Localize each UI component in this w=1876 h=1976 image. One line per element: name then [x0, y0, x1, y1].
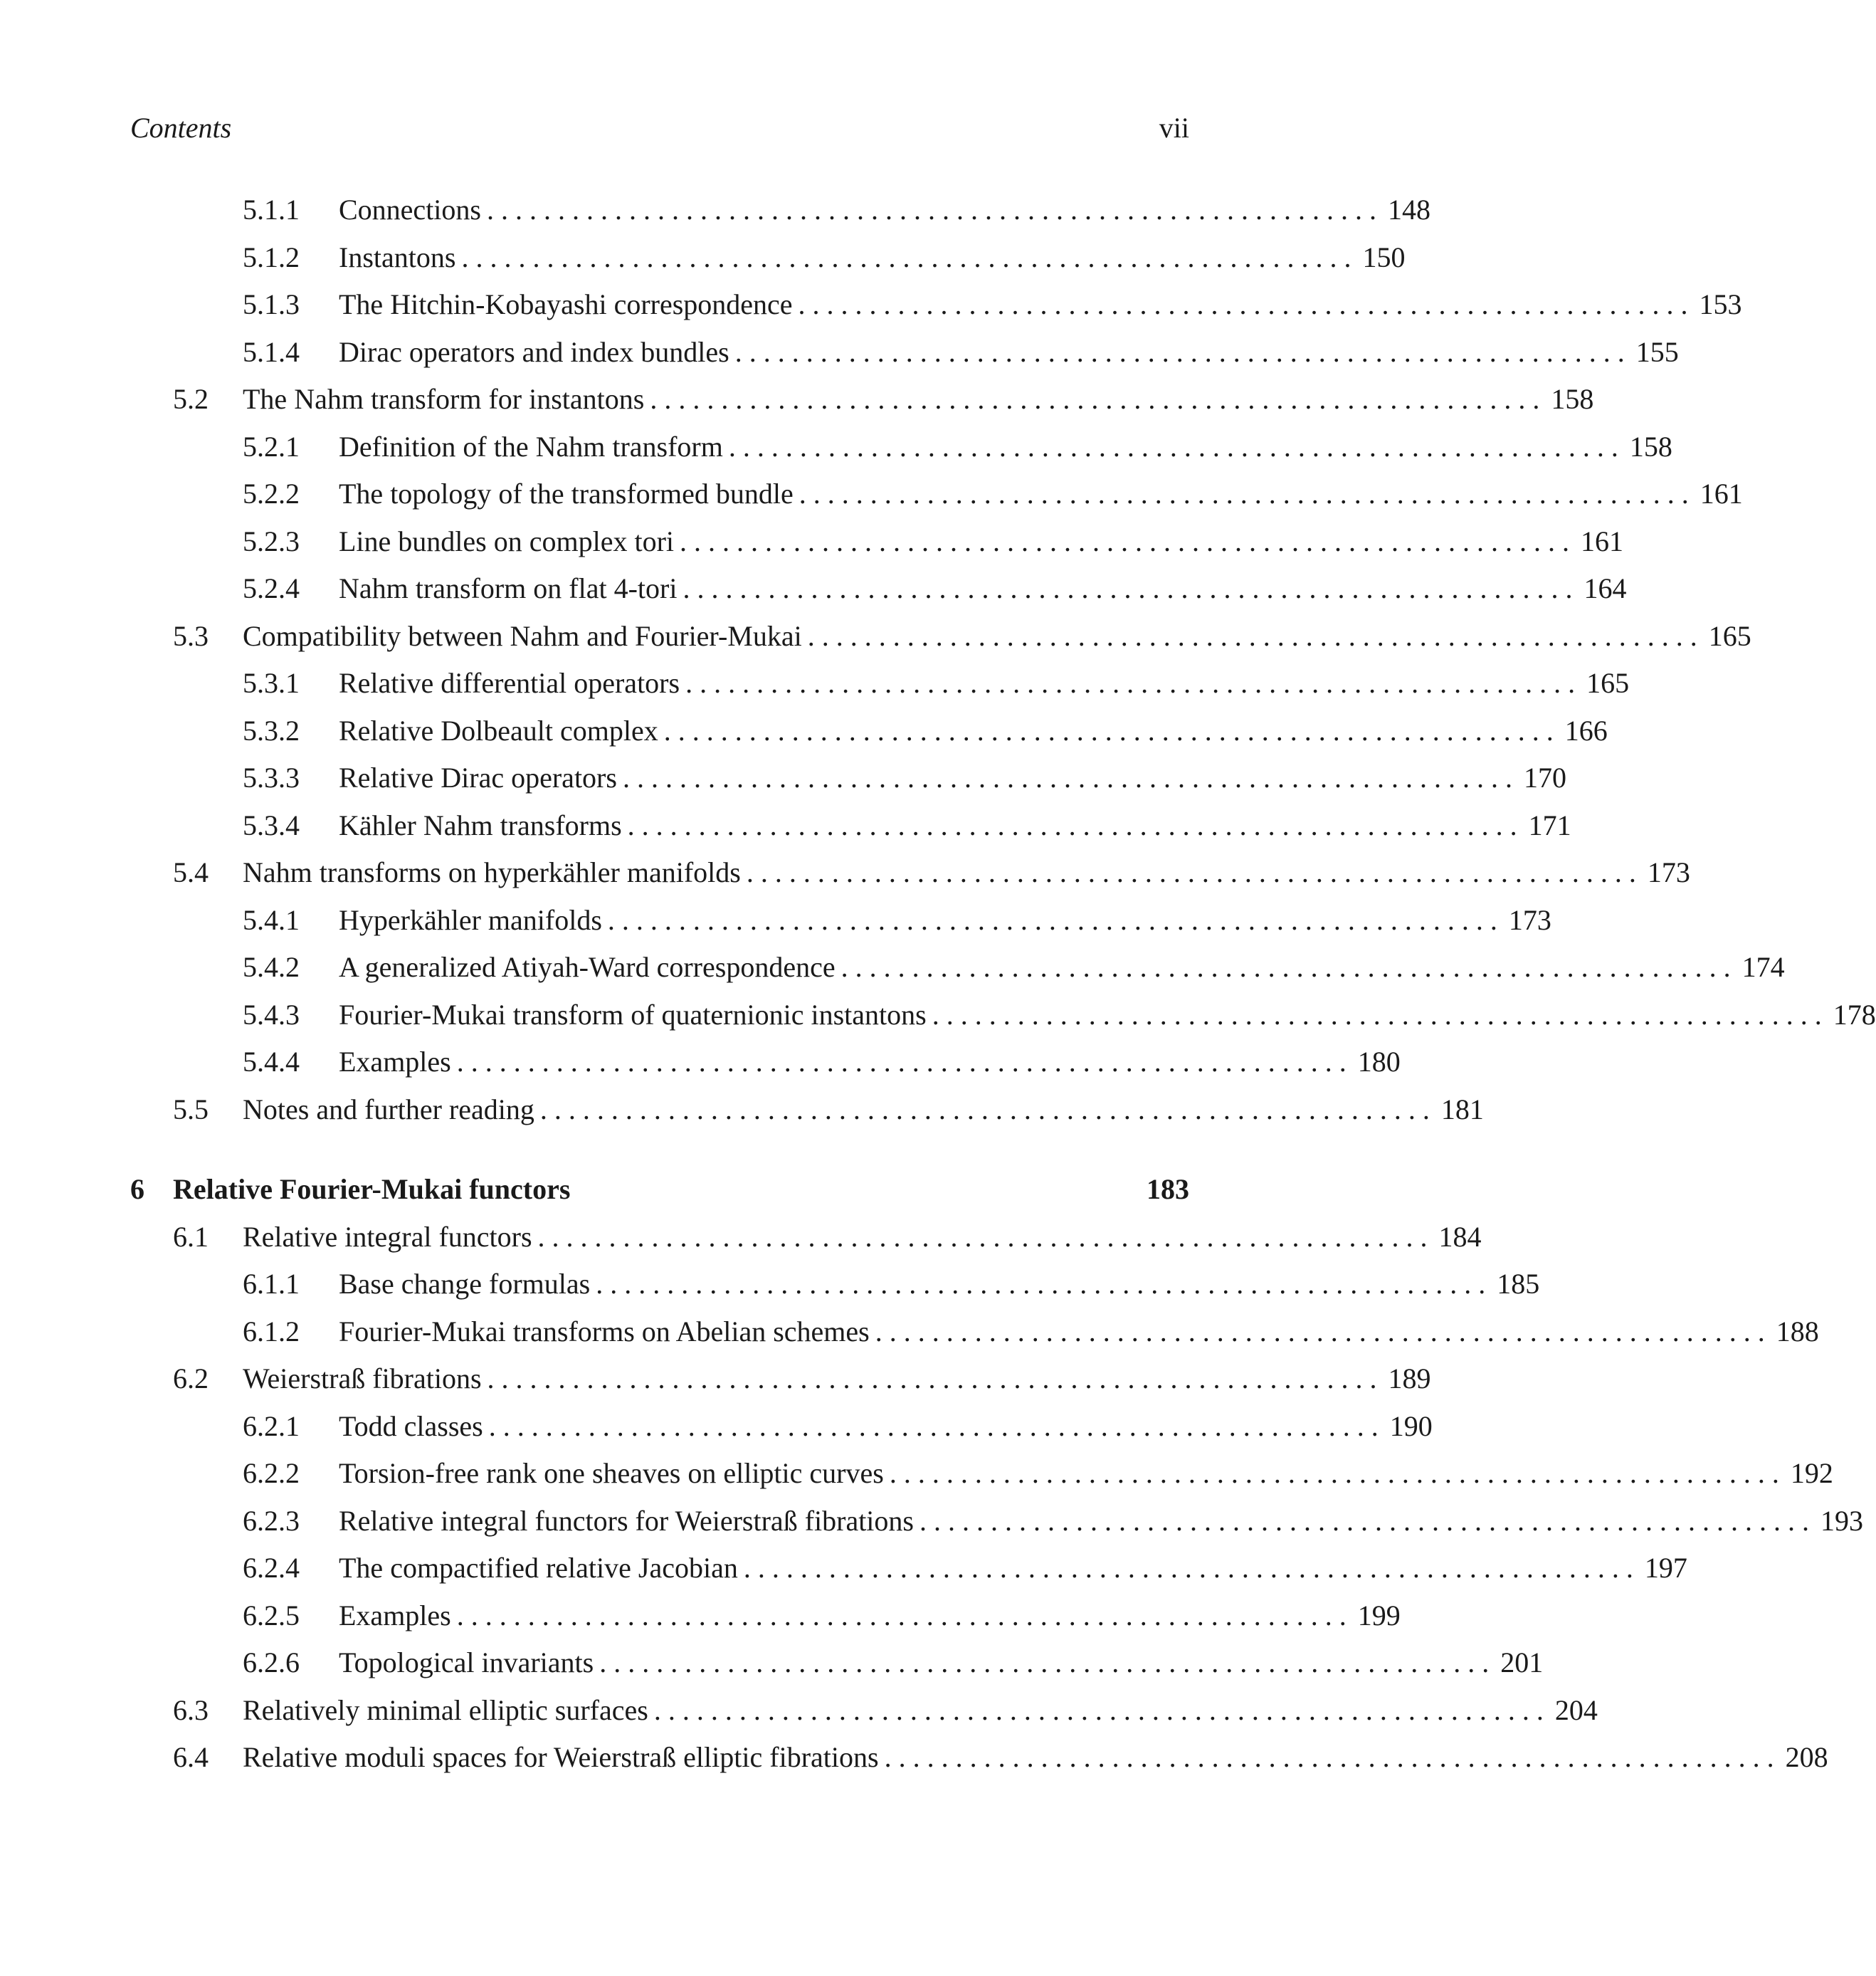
toc-subsection-row [0, 473, 1743, 515]
toc-entry-page: 173 [1508, 903, 1551, 936]
toc-entry-page: 165 [1708, 619, 1751, 652]
toc-entry [339, 1641, 1544, 1684]
toc-entry-number: 5.3.1 [243, 667, 300, 699]
toc-entry-page: 173 [1647, 856, 1690, 888]
toc-entry-title: Nahm transforms on hyperkähler manifolds [243, 856, 741, 888]
toc-entry [339, 1452, 1833, 1495]
toc-entry [339, 1041, 1401, 1083]
toc-entry-page: 174 [1741, 951, 1785, 983]
toc-entry-number: 5.3.3 [243, 762, 300, 794]
toc-entry [339, 520, 1624, 563]
toc-entry-title: Dirac operators and index bundles [339, 335, 729, 368]
toc-subsection-row [0, 1041, 1401, 1083]
running-header-title: Contents [130, 112, 232, 144]
toc-section-row [0, 851, 1690, 894]
toc-subsection-row [0, 757, 1566, 799]
toc-subsection-row [0, 1641, 1544, 1684]
toc-subsection-row [0, 236, 1406, 279]
toc-entry-number: 5.3.4 [243, 809, 300, 841]
toc-entry [339, 426, 1672, 468]
toc-entry-page: 161 [1700, 478, 1743, 510]
toc-entry-page: 183 [1147, 1173, 1189, 1205]
toc-entry-title: The topology of the transformed bundle [339, 478, 794, 510]
toc-entry-title: Connections [339, 194, 481, 226]
toc-entry-page: 181 [1440, 1093, 1484, 1125]
toc-entry-title: Relative integral functors for Weierstraß fibrations [339, 1504, 914, 1537]
toc-entry [243, 615, 1751, 658]
toc-entry-page: 166 [1564, 714, 1608, 747]
toc-dot-leader: . . . . . . . . . . . . . . . . . . . . . . . . . . . . . . . . . . . . . . . . . . . . . . . . . . . . . . . . . . . . . . . [487, 1362, 1377, 1394]
toc-entry-number: 6.2.1 [243, 1409, 300, 1442]
toc-subsection-row [0, 662, 1630, 705]
toc-entry-title: Relative differential operators [339, 667, 680, 699]
toc-subsection-row [0, 1263, 1540, 1305]
toc-entry-title: Notes and further reading [243, 1093, 534, 1125]
toc-dot-leader: . . . . . . . . . . . . . . . . . . . . . . . . . . . . . . . . . . . . . . . . . . . . . . . . . . . . . . . . . . . . . . . [537, 1220, 1428, 1253]
toc-entry-page: 190 [1389, 1409, 1433, 1442]
toc-entry-number: 6.1.1 [243, 1268, 300, 1300]
toc-dot-leader: . . . . . . . . . . . . . . . . . . . . . . . . . . . . . . . . . . . . . . . . . . . . . . . . . . . . . . . . . . . . . . . [683, 572, 1573, 604]
toc-subsection-row [0, 899, 1551, 942]
toc-subsection-row [0, 1452, 1833, 1495]
toc-entry-title: Examples [339, 1599, 451, 1631]
toc-subsection-row [0, 283, 1742, 326]
toc-entry [339, 710, 1608, 752]
toc-entry-page: 150 [1362, 241, 1406, 273]
toc-dot-leader: . . . . . . . . . . . . . . . . . . . . . . . . . . . . . . . . . . . . . . . . . . . . . . . . . . . . . . . . . . . . . . . [840, 951, 1731, 983]
toc-entry-number: 6.2.3 [243, 1504, 300, 1537]
toc-entry [339, 1594, 1401, 1637]
toc-entry [243, 1689, 1598, 1732]
toc-entry-title: Torsion-free rank one sheaves on elliptic curves [339, 1457, 884, 1489]
toc-entry [339, 1500, 1863, 1543]
toc-entry-title: Relative Dolbeault complex [339, 714, 658, 747]
toc-dot-leader: . . . . . . . . . . . . . . . . . . . . . . . . . . . . . . . . . . . . . . . . . . . . . . . . . . . . . . . . . . . . . . . [798, 288, 1688, 320]
toc-entry-title: Fourier-Mukai transform of quaternionic instantons [339, 998, 927, 1031]
toc-entry-number: 5.2.3 [243, 525, 300, 557]
toc-dot-leader: . . . . . . . . . . . . . . . . . . . . . . . . . . . . . . . . . . . . . . . . . . . . . . . . . . . . . . . . . . . . . . . [622, 762, 1512, 794]
toc-entry-title: Fourier-Mukai transforms on Abelian schemes [339, 1315, 870, 1347]
toc-dot-leader: . . . . . . . . . . . . . . . . . . . . . . . . . . . . . . . . . . . . . . . . . . . . . . . . . . . . . . . . . . . . . . . [599, 1646, 1490, 1678]
toc-entry-page: 180 [1357, 1046, 1401, 1078]
toc-entry [339, 473, 1743, 515]
toc-entry-title: Hyperkähler manifolds [339, 903, 602, 936]
toc-entry [243, 1357, 1431, 1400]
toc-entry-number: 6.1.2 [243, 1315, 300, 1347]
toc-entry [339, 236, 1406, 279]
toc-entry-number: 5.2.4 [243, 572, 300, 604]
toc-entry-title: Relative Fourier-Mukai functors [173, 1173, 571, 1205]
toc-entry-title: Topological invariants [339, 1646, 594, 1678]
toc-entry-title: The Hitchin-Kobayashi correspondence [339, 288, 793, 320]
toc-entry-number: 5.2 [173, 383, 209, 415]
toc-subsection-row [0, 520, 1624, 563]
toc-subsection-row [0, 189, 1430, 231]
toc-entry-page: 199 [1357, 1599, 1401, 1631]
toc-entry [339, 1547, 1687, 1589]
toc-subsection-row [0, 567, 1627, 610]
toc-entry-page: 185 [1497, 1268, 1540, 1300]
toc-entry-page: 170 [1523, 762, 1566, 794]
toc-subsection-row [0, 710, 1608, 752]
toc-entry-number: 5.1.3 [243, 288, 300, 320]
toc-entry-title: Line bundles on complex tori [339, 525, 675, 557]
toc-entry-page: 204 [1554, 1693, 1598, 1726]
toc-entry [339, 189, 1430, 231]
toc-entry-page: 164 [1583, 572, 1627, 604]
toc-entry-title: Relative moduli spaces for Weierstraß elliptic fibrations [243, 1741, 879, 1773]
toc-dot-leader: . . . . . . . . . . . . . . . . . . . . . . . . . . . . . . . . . . . . . . . . . . . . . . . . . . . . . . . . . . . . . . . [743, 1552, 1633, 1584]
toc-entry-title: Base change formulas [339, 1268, 591, 1300]
toc-subsection-row [0, 1594, 1401, 1637]
toc-dot-leader: . . . . . . . . . . . . . . . . . . . . . . . . . . . . . . . . . . . . . . . . . . . . . . . . . . . . . . . . . . . . . . . [650, 383, 1540, 415]
toc-entry-number: 5.4.2 [243, 951, 300, 983]
toc-entry-page: 158 [1551, 383, 1594, 415]
toc-entry-title: Kähler Nahm transforms [339, 809, 622, 841]
toc-entry [339, 331, 1679, 374]
toc-entry-number: 6 [130, 1173, 144, 1205]
toc-subsection-row [0, 994, 1876, 1036]
toc-entry-page: 178 [1833, 998, 1876, 1031]
toc-dot-leader: . . . . . . . . . . . . . . . . . . . . . . . . . . . . . . . . . . . . . . . . . . . . . . . . . . . . . . . . . . . . . . . [799, 478, 1689, 510]
toc-section-row [0, 378, 1594, 421]
toc-subsection-row [0, 1547, 1687, 1589]
toc-entry [243, 1216, 1482, 1258]
toc-dot-leader: . . . . . . . . . . . . . . . . . . . . . . . . . . . . . . . . . . . . . . . . . . . . . . . . . . . . . . . . . . . . . . . [539, 1093, 1430, 1125]
toc-entry-title: Instantons [339, 241, 456, 273]
toc-entry [339, 662, 1630, 705]
toc-dot-leader: . . . . . . . . . . . . . . . . . . . . . . . . . . . . . . . . . . . . . . . . . . . . . . . . . . . . . . . . . . . . . . . [663, 714, 1554, 747]
toc-entry-title: Examples [339, 1046, 451, 1078]
toc-entry-number: 5.4.4 [243, 1046, 300, 1078]
toc-entry [339, 994, 1876, 1036]
toc-dot-leader: . . . . . . . . . . . . . . . . . . . . . . . . . . . . . . . . . . . . . . . . . . . . . . . . . . . . . . . . . . . . . . . [486, 194, 1376, 226]
toc-dot-leader: . . . . . . . . . . . . . . . . . . . . . . . . . . . . . . . . . . . . . . . . . . . . . . . . . . . . . . . . . . . . . . . [488, 1409, 1379, 1442]
toc-subsection-row [0, 331, 1679, 374]
toc-section-row [0, 1216, 1482, 1258]
toc-dot-leader: . . . . . . . . . . . . . . . . . . . . . . . . . . . . . . . . . . . . . . . . . . . . . . . . . . . . . . . . . . . . . . . [734, 335, 1625, 368]
toc-dot-leader: . . . . . . . . . . . . . . . . . . . . . . . . . . . . . . . . . . . . . . . . . . . . . . . . . . . . . . . . . . . . . . . [456, 1046, 1347, 1078]
toc-entry-page: 201 [1500, 1646, 1544, 1678]
toc-section-row [0, 1088, 1484, 1131]
toc-entry [339, 1310, 1819, 1353]
toc-dot-leader: . . . . . . . . . . . . . . . . . . . . . . . . . . . . . . . . . . . . . . . . . . . . . . . . . . . . . . . . . . . . . . . [596, 1268, 1486, 1300]
toc-dot-leader: . . . . . . . . . . . . . . . . . . . . . . . . . . . . . . . . . . . . . . . . . . . . . . . . . . . . . . . . . . . . . . . [607, 903, 1497, 936]
toc-entry [243, 1088, 1484, 1131]
toc-section-row [0, 1736, 1828, 1779]
toc-entry-page: 193 [1820, 1504, 1863, 1537]
toc-entry-number: 6.2.4 [243, 1552, 300, 1584]
toc-dot-leader: . . . . . . . . . . . . . . . . . . . . . . . . . . . . . . . . . . . . . . . . . . . . . . . . . . . . . . . . . . . . . . . [680, 525, 1570, 557]
toc-entry-page: 197 [1644, 1552, 1687, 1584]
toc-dot-leader: . . . . . . . . . . . . . . . . . . . . . . . . . . . . . . . . . . . . . . . . . . . . . . . . . . . . . . . . . . . . . . . [889, 1457, 1779, 1489]
toc-entry-number: 5.5 [173, 1093, 209, 1125]
toc-dot-leader: . . . . . . . . . . . . . . . . . . . . . . . . . . . . . . . . . . . . . . . . . . . . . . . . . . . . . . . . . . . . . . . [685, 667, 1576, 699]
toc-entry [339, 1263, 1540, 1305]
toc-entry-page: 165 [1586, 667, 1630, 699]
toc-entry [339, 899, 1551, 942]
toc-section-row [0, 615, 1751, 658]
toc-entry-title: Weierstraß fibrations [243, 1362, 482, 1394]
toc-entry-number: 5.2.1 [243, 430, 300, 463]
toc-entry-number: 5.2.2 [243, 478, 300, 510]
toc-entry [339, 946, 1785, 989]
toc-entry [243, 851, 1690, 894]
toc-subsection-row [0, 1500, 1863, 1543]
toc-entry-page: 188 [1776, 1315, 1819, 1347]
toc-entry-page: 155 [1635, 335, 1679, 368]
toc-entry-number: 5.3 [173, 619, 209, 652]
toc-entry-number: 6.2 [173, 1362, 209, 1394]
toc-entry-page: 171 [1528, 809, 1571, 841]
toc-entry-number: 5.1.4 [243, 335, 300, 368]
toc-dot-leader: . . . . . . . . . . . . . . . . . . . . . . . . . . . . . . . . . . . . . . . . . . . . . . . . . . . . . . . . . . . . . . . [875, 1315, 1765, 1347]
toc-entry [339, 567, 1627, 610]
toc-entry-number: 6.2.6 [243, 1646, 300, 1678]
toc-subsection-row [0, 1310, 1819, 1353]
running-header-page-number: vii [1159, 112, 1189, 144]
toc-subsection-row [0, 1405, 1433, 1448]
toc-entry-number: 5.1.2 [243, 241, 300, 273]
toc-subsection-row [0, 426, 1672, 468]
toc-dot-leader: . . . . . . . . . . . . . . . . . . . . . . . . . . . . . . . . . . . . . . . . . . . . . . . . . . . . . . . . . . . . . . . [919, 1504, 1809, 1537]
toc-entry-title: Relative Dirac operators [339, 762, 617, 794]
toc-entry-page: 189 [1388, 1362, 1431, 1394]
toc-entry-page: 208 [1785, 1741, 1828, 1773]
toc-chapter-row [0, 1168, 1303, 1211]
toc-section-row [0, 1689, 1598, 1732]
toc-section-row [0, 1357, 1431, 1400]
toc-entry-page: 161 [1581, 525, 1624, 557]
toc-entry [339, 283, 1742, 326]
toc-entry-number: 5.4 [173, 856, 209, 888]
toc-entry-title: Relatively minimal elliptic surfaces [243, 1693, 648, 1726]
toc-dot-leader: . . . . . . . . . . . . . . . . . . . . . . . . . . . . . . . . . . . . . . . . . . . . . . . . . . . . . . . . . . . . . . . [627, 809, 1517, 841]
toc-subsection-row [0, 946, 1785, 989]
toc-entry-title: Definition of the Nahm transform [339, 430, 723, 463]
running-header [130, 105, 1189, 148]
toc-entry-number: 6.2.5 [243, 1599, 300, 1631]
toc-entry-page: 148 [1387, 194, 1430, 226]
toc-dot-leader: . . . . . . . . . . . . . . . . . . . . . . . . . . . . . . . . . . . . . . . . . . . . . . . . . . . . . . . . . . . . . . . [807, 619, 1697, 652]
toc-entry [339, 1405, 1433, 1448]
toc-entry-title: Nahm transform on flat 4-tori [339, 572, 678, 604]
toc-entry-number: 6.2.2 [243, 1457, 300, 1489]
toc-subsection-row [0, 804, 1571, 847]
toc-dot-leader: . . . . . . . . . . . . . . . . . . . . . . . . . . . . . . . . . . . . . . . . . . . . . . . . . . . . . . . . . . . . . . . [884, 1741, 1774, 1773]
toc-entry-number: 5.1.1 [243, 194, 300, 226]
toc-entry-page: 184 [1438, 1220, 1482, 1253]
toc-dot-leader: . . . . . . . . . . . . . . . . . . . . . . . . . . . . . . . . . . . . . . . . . . . . . . . . . . . . . . . . . . . . . . . [746, 856, 1636, 888]
toc-entry-number: 5.4.1 [243, 903, 300, 936]
toc-entry-number: 6.3 [173, 1693, 209, 1726]
toc-entry-number: 6.1 [173, 1220, 209, 1253]
toc-entry [243, 378, 1594, 421]
toc-dot-leader: . . . . . . . . . . . . . . . . . . . . . . . . . . . . . . . . . . . . . . . . . . . . . . . . . . . . . . . . . . . . . . . [456, 1599, 1347, 1631]
toc-entry-title: The Nahm transform for instantons [243, 383, 645, 415]
toc-dot-leader: . . . . . . . . . . . . . . . . . . . . . . . . . . . . . . . . . . . . . . . . . . . . . . . . . . . . . . . . . . . . . . . [461, 241, 1351, 273]
toc-entry-number: 5.4.3 [243, 998, 300, 1031]
toc-entry-title: Compatibility between Nahm and Fourier-Mukai [243, 619, 802, 652]
toc-entry [339, 757, 1566, 799]
toc-entry-title: Todd classes [339, 1409, 483, 1442]
toc-entry-number: 6.4 [173, 1741, 209, 1773]
toc-entry [339, 804, 1571, 847]
toc-dot-leader: . . . . . . . . . . . . . . . . . . . . . . . . . . . . . . . . . . . . . . . . . . . . . . . . . . . . . . . . . . . . . . . [728, 430, 1618, 463]
toc-entry-title: The compactified relative Jacobian [339, 1552, 738, 1584]
toc-entry-number: 5.3.2 [243, 714, 300, 747]
toc-entry-title: Relative integral functors [243, 1220, 532, 1253]
toc-entry [243, 1736, 1828, 1779]
toc-entry [173, 1168, 1189, 1211]
toc-dot-leader: . . . . . . . . . . . . . . . . . . . . . . . . . . . . . . . . . . . . . . . . . . . . . . . . . . . . . . . . . . . . . . . [653, 1693, 1544, 1726]
toc-entry-page: 158 [1629, 430, 1672, 463]
toc-dot-leader: . . . . . . . . . . . . . . . . . . . . . . . . . . . . . . . . . . . . . . . . . . . . . . . . . . . . . . . . . . . . . . . [932, 998, 1822, 1031]
toc-entry-title: A generalized Atiyah-Ward correspondence [339, 951, 836, 983]
toc-entry-page: 153 [1699, 288, 1742, 320]
toc-entry-page: 192 [1790, 1457, 1833, 1489]
